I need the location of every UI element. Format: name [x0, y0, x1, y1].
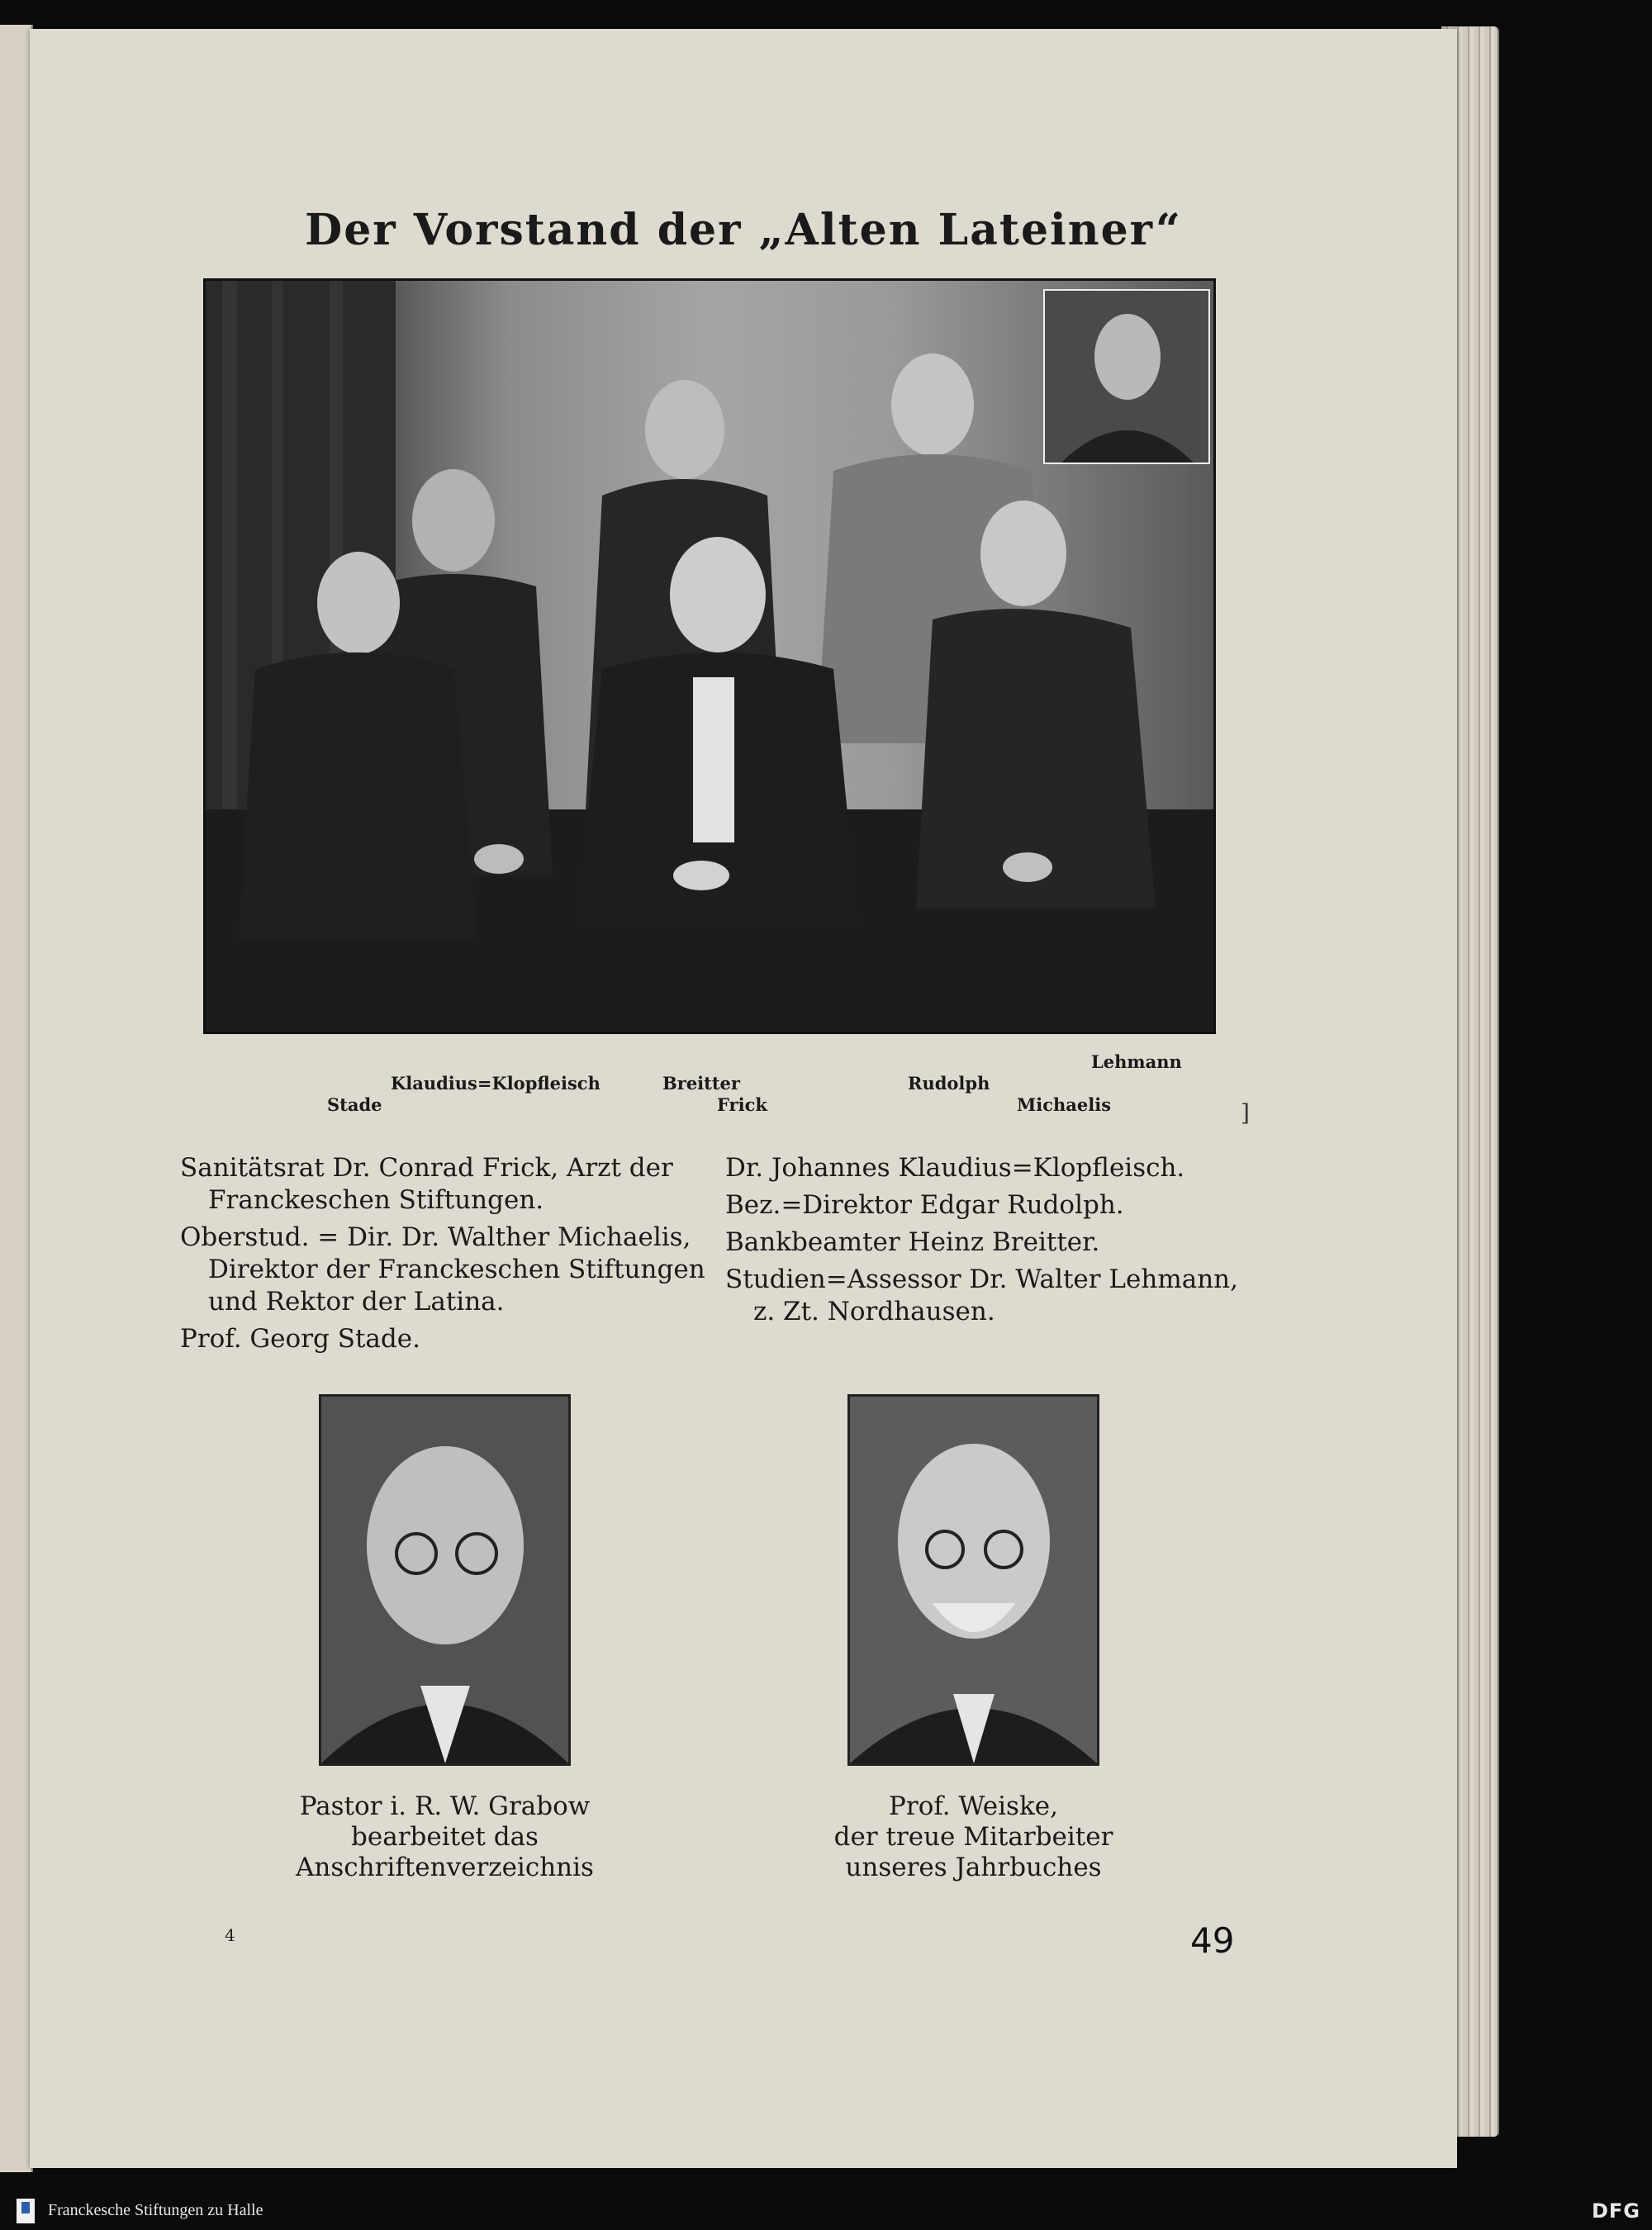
caption-breitter-line1: Bankbeamter Heinz Breitter. — [725, 1227, 1100, 1257]
caption-michaelis-line1: Oberstud. = Dir. Dr. Walther Michaelis, — [180, 1222, 691, 1252]
caption-rudolph-line1: Bez.=Direktor Edgar Rudolph. — [725, 1190, 1124, 1220]
caption-stade-line1: Prof. Georg Stade. — [180, 1324, 420, 1354]
label-frick: Frick — [717, 1094, 767, 1115]
caption-breitter — [725, 1226, 1262, 1259]
caption-grabow-line3: Anschriftenverzeichnis — [296, 1853, 594, 1882]
label-lehmann: Lehmann — [1091, 1051, 1182, 1072]
caption-column-left — [180, 1152, 725, 1360]
caption-stade — [180, 1323, 725, 1355]
caption-klopfleisch — [725, 1152, 1262, 1184]
caption-michaelis-line3: und Rektor der Latina. — [208, 1287, 505, 1317]
caption-weiske-line2: der treue Mitarbeiter — [833, 1822, 1113, 1852]
caption-rudolph — [725, 1189, 1262, 1222]
label-stade: Stade — [327, 1094, 382, 1115]
label-michaelis: Michaelis — [1017, 1094, 1112, 1115]
previous-page-edge — [0, 25, 33, 2172]
lehmann-inset-portrait — [1043, 289, 1210, 464]
caption-frick — [180, 1152, 725, 1217]
caption-weiske-line3: unseres Jahrbuches — [845, 1853, 1102, 1882]
page-number: 49 — [1190, 1920, 1235, 1961]
signature-mark: 4 — [225, 1925, 235, 1945]
caption-frick-line1: Sanitätsrat Dr. Conrad Frick, Arzt der — [180, 1153, 673, 1183]
group-photograph — [203, 278, 1216, 1034]
caption-weiske — [806, 1791, 1141, 1883]
caption-michaelis-line2: Direktor der Franckeschen Stiftungen — [208, 1255, 705, 1284]
caption-grabow-line2: bearbeitet das — [351, 1822, 539, 1852]
caption-weiske-line1: Prof. Weiske, — [889, 1791, 1058, 1821]
caption-lehmann — [725, 1264, 1262, 1328]
caption-lehmann-line1: Studien=Assessor Dr. Walter Lehmann, — [725, 1264, 1238, 1294]
book-page — [30, 29, 1457, 2168]
portrait-grabow — [319, 1394, 571, 1766]
caption-column-right — [725, 1152, 1262, 1333]
label-klopfleisch: Klaudius=Klopfleisch — [391, 1073, 601, 1094]
institution-logo-icon — [17, 2199, 35, 2223]
caption-michaelis — [180, 1222, 725, 1318]
caption-grabow — [286, 1791, 604, 1883]
bracket-mark: ] — [1241, 1099, 1250, 1127]
caption-grabow-line1: Pastor i. R. W. Grabow — [299, 1791, 591, 1821]
label-breitter: Breitter — [662, 1073, 740, 1094]
label-rudolph: Rudolph — [908, 1073, 990, 1094]
dfg-logo: DFG — [1591, 2199, 1640, 2223]
caption-lehmann-line2: z. Zt. Nordhausen. — [753, 1297, 995, 1326]
caption-frick-line2: Franckeschen Stiftungen. — [208, 1185, 544, 1215]
portrait-weiske — [847, 1394, 1099, 1766]
page-title: Der Vorstand der „Alten Lateiner“ — [305, 205, 1182, 255]
footer-institution: Franckesche Stiftungen zu Halle — [48, 2201, 263, 2219]
caption-klopfleisch-line1: Dr. Johannes Klaudius=Klopfleisch. — [725, 1153, 1185, 1183]
